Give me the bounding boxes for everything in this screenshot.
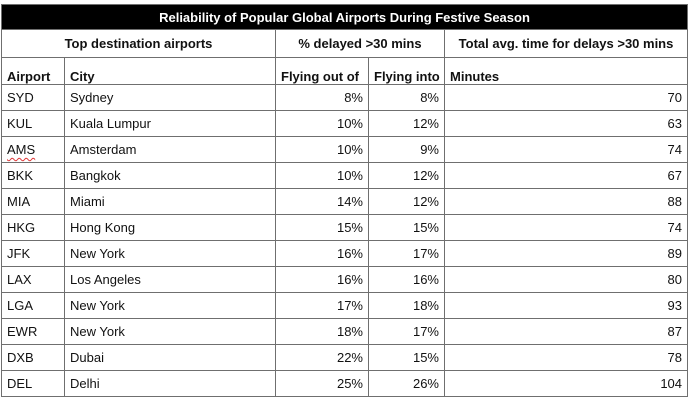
group-header-avg-time: Total avg. time for delays >30 mins — [445, 30, 688, 58]
flying-into-cell: 17% — [369, 319, 445, 345]
column-header-flying-into: Flying into — [369, 58, 445, 85]
flying-out-cell: 14% — [276, 189, 369, 215]
city-cell: Kuala Lumpur — [65, 111, 276, 137]
table-row — [2, 163, 688, 189]
airport-cell: HKG — [2, 215, 65, 241]
airport-cell: LGA — [2, 293, 65, 319]
group-header-delayed: % delayed >30 mins — [276, 30, 445, 58]
airport-cell — [2, 137, 65, 163]
table-row — [2, 189, 688, 215]
table-row — [2, 85, 688, 111]
table-row — [2, 111, 688, 137]
table-row — [2, 345, 688, 371]
airport-cell: MIA — [2, 189, 65, 215]
flying-into-cell: 16% — [369, 267, 445, 293]
flying-out-cell: 25% — [276, 371, 369, 397]
flying-into-cell: 12% — [369, 163, 445, 189]
city-cell: Amsterdam — [65, 137, 276, 163]
column-header-flying-out: Flying out of — [276, 58, 369, 85]
flying-into-cell: 12% — [369, 189, 445, 215]
flying-out-cell: 10% — [276, 163, 369, 189]
airport-cell: JFK — [2, 241, 65, 267]
flying-out-cell: 16% — [276, 267, 369, 293]
minutes-cell: 87 — [445, 319, 688, 345]
minutes-cell: 70 — [445, 85, 688, 111]
minutes-cell: 63 — [445, 111, 688, 137]
city-cell: New York — [65, 293, 276, 319]
group-header-row — [2, 30, 688, 58]
flying-out-cell: 17% — [276, 293, 369, 319]
city-cell: Delhi — [65, 371, 276, 397]
minutes-cell: 80 — [445, 267, 688, 293]
flying-into-cell: 18% — [369, 293, 445, 319]
city-cell: Bangkok — [65, 163, 276, 189]
table-title: Reliability of Popular Global Airports During Festive Season — [2, 5, 688, 30]
table-row — [2, 215, 688, 241]
city-cell: Miami — [65, 189, 276, 215]
airport-cell: EWR — [2, 319, 65, 345]
minutes-cell: 67 — [445, 163, 688, 189]
flying-into-cell: 12% — [369, 111, 445, 137]
city-cell: Hong Kong — [65, 215, 276, 241]
flying-into-cell: 15% — [369, 345, 445, 371]
city-cell: Sydney — [65, 85, 276, 111]
airport-cell: DXB — [2, 345, 65, 371]
table-row — [2, 267, 688, 293]
city-cell: New York — [65, 319, 276, 345]
table-row — [2, 319, 688, 345]
flying-out-cell: 8% — [276, 85, 369, 111]
flying-into-cell: 8% — [369, 85, 445, 111]
city-cell: Dubai — [65, 345, 276, 371]
flying-into-cell: 9% — [369, 137, 445, 163]
flying-into-cell: 17% — [369, 241, 445, 267]
minutes-cell: 88 — [445, 189, 688, 215]
flying-out-cell: 22% — [276, 345, 369, 371]
minutes-cell: 93 — [445, 293, 688, 319]
minutes-cell: 89 — [445, 241, 688, 267]
flying-out-cell: 10% — [276, 111, 369, 137]
flying-out-cell: 10% — [276, 137, 369, 163]
airport-cell: LAX — [2, 267, 65, 293]
spellcheck-flagged-text: AMS — [7, 142, 36, 157]
minutes-cell: 74 — [445, 137, 688, 163]
airport-cell: DEL — [2, 371, 65, 397]
group-header-destinations: Top destination airports — [2, 30, 276, 58]
airport-cell: KUL — [2, 111, 65, 137]
minutes-cell: 74 — [445, 215, 688, 241]
table-row — [2, 137, 688, 163]
column-header-city: City — [65, 58, 276, 85]
minutes-cell: 104 — [445, 371, 688, 397]
flying-out-cell: 16% — [276, 241, 369, 267]
flying-out-cell: 15% — [276, 215, 369, 241]
flying-out-cell: 18% — [276, 319, 369, 345]
airport-cell: SYD — [2, 85, 65, 111]
column-header-minutes: Minutes — [445, 58, 688, 85]
city-cell: New York — [65, 241, 276, 267]
title-row — [2, 5, 688, 30]
flying-into-cell: 26% — [369, 371, 445, 397]
table-row — [2, 371, 688, 397]
city-cell: Los Angeles — [65, 267, 276, 293]
column-header-airport: Airport — [2, 58, 65, 85]
column-header-row — [2, 58, 688, 85]
minutes-cell: 78 — [445, 345, 688, 371]
table-row — [2, 293, 688, 319]
airport-reliability-table — [1, 4, 688, 397]
airport-cell: BKK — [2, 163, 65, 189]
flying-into-cell: 15% — [369, 215, 445, 241]
table-row — [2, 241, 688, 267]
